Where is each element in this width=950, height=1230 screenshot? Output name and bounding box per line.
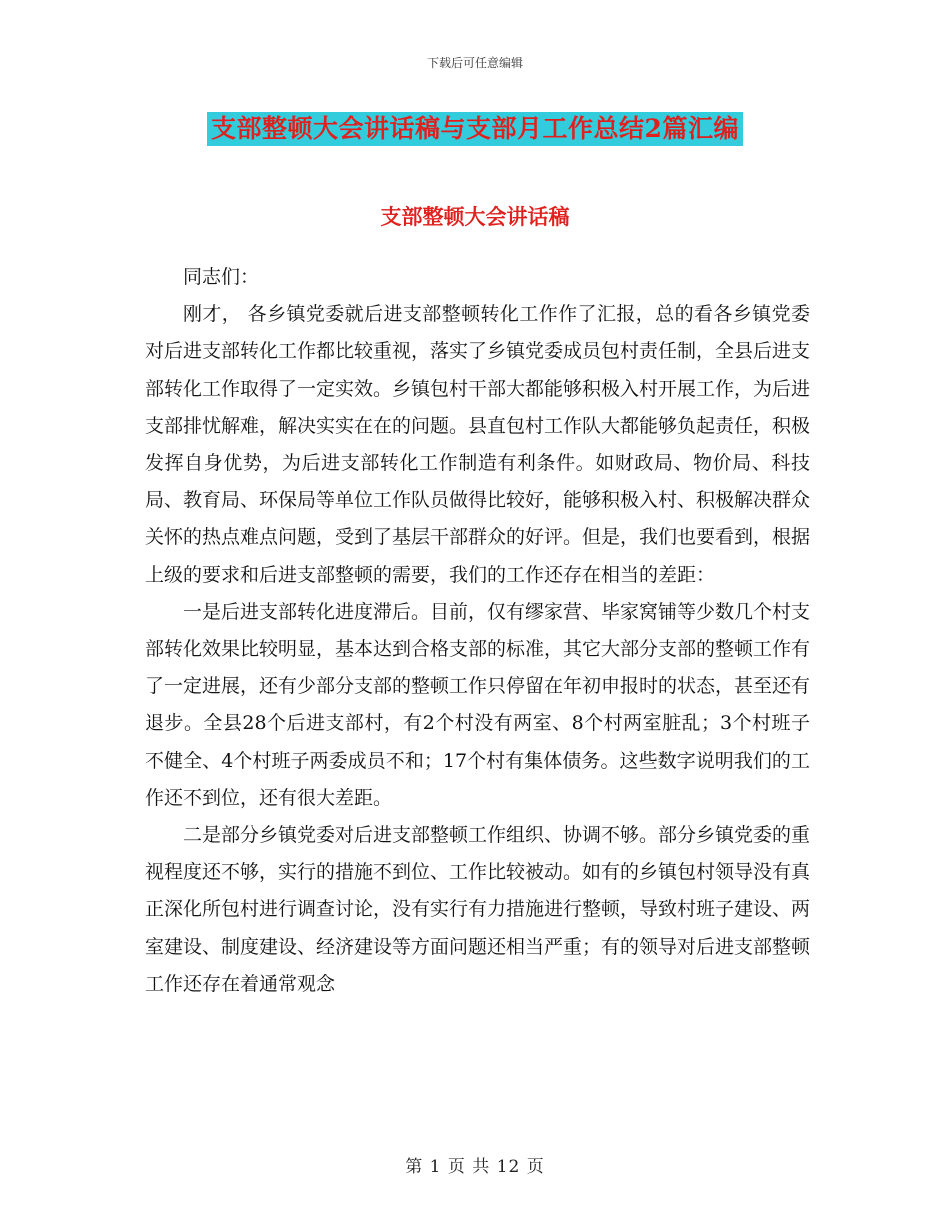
salutation: 同志们： [183,266,260,288]
body-text [145,222,810,1003]
document-title [0,112,950,146]
paragraph-1: 刚才， 各乡镇党委就后进支部整顿转化工作作了汇报，总的看各乡镇党委对后进支部转化工作都比较重视，落实了乡镇党委成员包村责任制，全县后进支部转化工作取得了一定实效。乡镇包村干部大都能够积极入村开展工作，为后进支部排忧解难，解决实实在在的问题。县直包村工作队大都能够负起责任，积极发挥自身优势，为后进支部转化工作制造有利条件。如财政局、物价局、科技局、教育局、环保局等单位工作队员做得比较好，能够积极入村、积极解决群众关怀的热点难点问题，受到了基层干部群众的好评。但是，我们也要看到，根据上级的要求和后进支部整顿的需要，我们的工作还存在相当的差距： [145,303,811,586]
header-note: 下载后可任意编辑 [426,56,523,70]
paragraph-2: 一是后进支部转化进度滞后。目前，仅有缪家营、毕家窝铺等少数几个村支部转化效果比较明显，基本达到合格支部的标准，其它大部分支部的整顿工作有了一定进展，还有少部分支部的整顿工作只停留在年初申报时的状态，甚至还有退步。全县28个后进支部村，有2个村没有两室、8个村两室脏乱；3个村班子不健全、4个村班子两委成员不和；17个村有集体债务。这些数字说明我们的工作还不到位，还有很大差距。 [145,600,811,809]
paragraph-3: 二是部分乡镇党委对后进支部整顿工作组织、协调不够。部分乡镇党委的重视程度还不够，实行的措施不到位、工作比较被动。如有的乡镇包村领导没有真正深化所包村进行调查讨论，没有实行有力措施进行整顿，导致村班子建设、两室建设、制度建设、经济建设等方面问题还相当严重；有的领导对后进支部整顿工作还存在着通常观念 [145,824,811,995]
section-title: 支部整顿大会讲话稿 [380,204,570,229]
page-footer: 第 1 页 共 12 页 [405,1157,545,1177]
document-title-text: 支部整顿大会讲话稿与支部月工作总结2篇汇编 [207,112,743,146]
